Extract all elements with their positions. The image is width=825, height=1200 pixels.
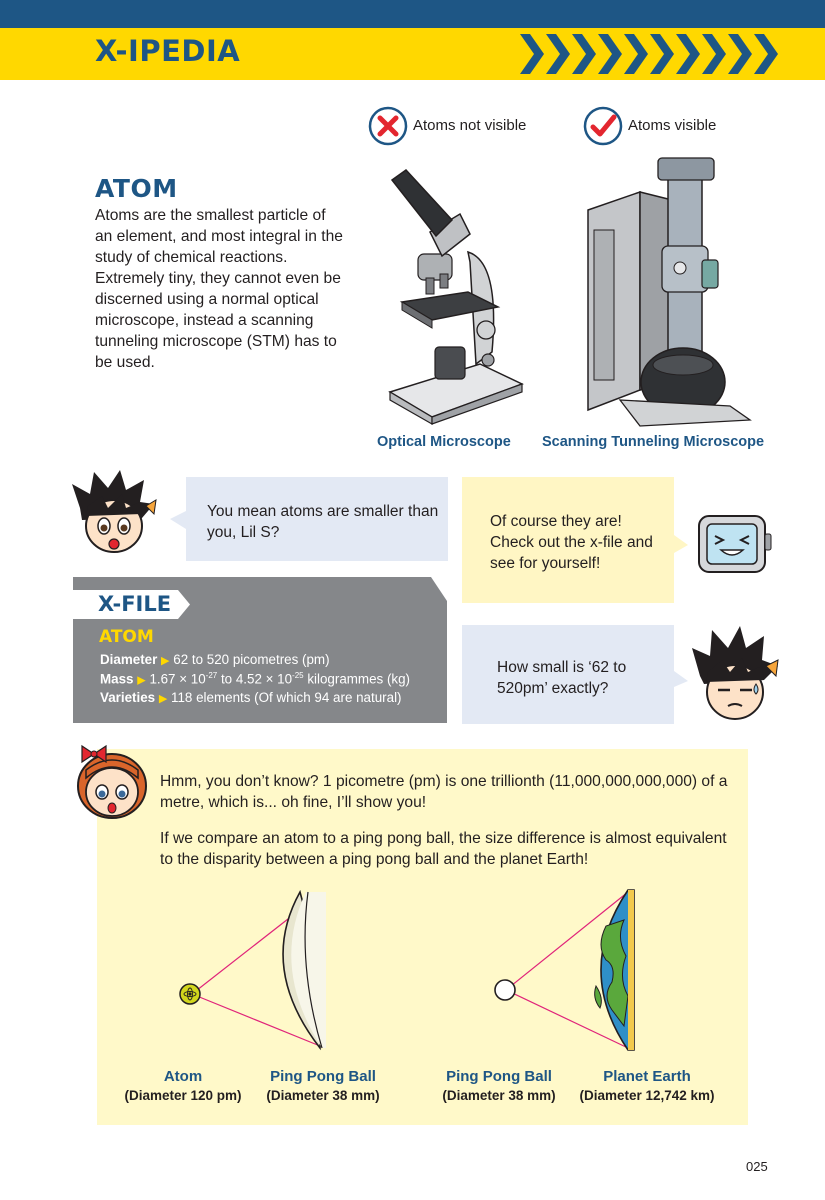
bubble-1-text: You mean atoms are smaller than you, Lil S? — [207, 503, 439, 541]
pingpong-size-2: (Diameter 38 mm) — [442, 1088, 556, 1103]
explanation-text-2: If we compare an atom to a ping pong ball, the size difference is almost equivalent to the disparity between a ping pong ball and the planet Earth! — [160, 830, 727, 868]
pingpong-ball-icon — [495, 980, 515, 1000]
varieties-label: Varieties — [100, 690, 156, 705]
mass-value-a: 1.67 × 10 — [149, 671, 206, 687]
mass-value-b: to 4.52 × 10 — [217, 671, 293, 687]
triangle-right-icon: ▶ — [137, 674, 146, 687]
xfile-diameter-row — [100, 652, 330, 667]
atom-heading: ATOM — [95, 174, 178, 203]
page-title: X-IPEDIA — [95, 34, 241, 68]
cross-mark-icon — [368, 106, 408, 146]
xfile-tab-label: X-FILE — [98, 592, 172, 616]
tablet-robot-avatar — [693, 512, 773, 578]
triangle-right-icon: ▶ — [158, 693, 168, 705]
bubble-2-text: Of course they are! Check out the x-file and see for yourself! — [490, 513, 653, 572]
xfile-varieties-row — [100, 690, 402, 705]
stm-illustration — [580, 150, 760, 430]
page-number: 025 — [746, 1159, 768, 1174]
legend-visible: Atoms visible — [628, 117, 717, 134]
atom-vs-pingpong-diagram — [170, 888, 330, 1053]
spiky-hair-boy-avatar — [68, 468, 158, 558]
pingpong-size-1: (Diameter 38 mm) — [266, 1088, 380, 1103]
mass-exponent-b: -25 — [292, 671, 304, 680]
atom-size: (Diameter 120 pm) — [124, 1088, 242, 1103]
optical-microscope-illustration — [380, 152, 525, 427]
xfile-mass-row — [100, 671, 410, 686]
mass-label: Mass — [100, 671, 134, 687]
mass-exponent-a: -27 — [205, 671, 218, 680]
diameter-value: 62 to 520 picometres (pm) — [173, 652, 330, 667]
pingpong-label-1: Ping Pong Ball — [270, 1068, 376, 1085]
explanation-text-1: Hmm, you don’t know? 1 picometre (pm) is one trillionth (11,000,000,000,000) of a metre, which is... oh fine, I’ll show you! — [160, 773, 728, 811]
legend-not-visible: Atoms not visible — [413, 117, 527, 134]
spiky-hair-boy-worried-avatar — [690, 626, 780, 726]
stm-caption: Scanning Tunneling Microscope — [542, 434, 765, 450]
varieties-value: 118 elements (Of which 94 are natural) — [171, 690, 402, 705]
pingpong-vs-earth-diagram — [488, 886, 638, 1054]
earth-label: Planet Earth — [603, 1068, 691, 1085]
pingpong-label-2: Ping Pong Ball — [446, 1068, 552, 1085]
optical-microscope-caption: Optical Microscope — [377, 434, 511, 450]
check-mark-icon — [583, 106, 623, 146]
xfile-title: ATOM — [99, 627, 154, 647]
girl-with-bow-avatar — [72, 736, 152, 822]
earth-size: (Diameter 12,742 km) — [579, 1088, 715, 1103]
atom-description: Atoms are the smallest particle of an element, and most integral in the study of chemical reactions. Extremely tiny, they cannot even be discerned using a normal optical microscope, instead a scanning tunneling microscope (STM) has to be used. — [95, 207, 343, 371]
diameter-label: Diameter — [100, 652, 158, 667]
atom-label: Atom — [163, 1068, 203, 1085]
mass-value-c: kilogrammes (kg) — [303, 671, 411, 687]
bubble-3-text: How small is ‘62 to 520pm’ exactly? — [497, 659, 627, 697]
top-bar — [0, 0, 825, 28]
chevron-stripes-icon — [520, 28, 780, 80]
triangle-right-icon: ▶ — [161, 655, 170, 667]
